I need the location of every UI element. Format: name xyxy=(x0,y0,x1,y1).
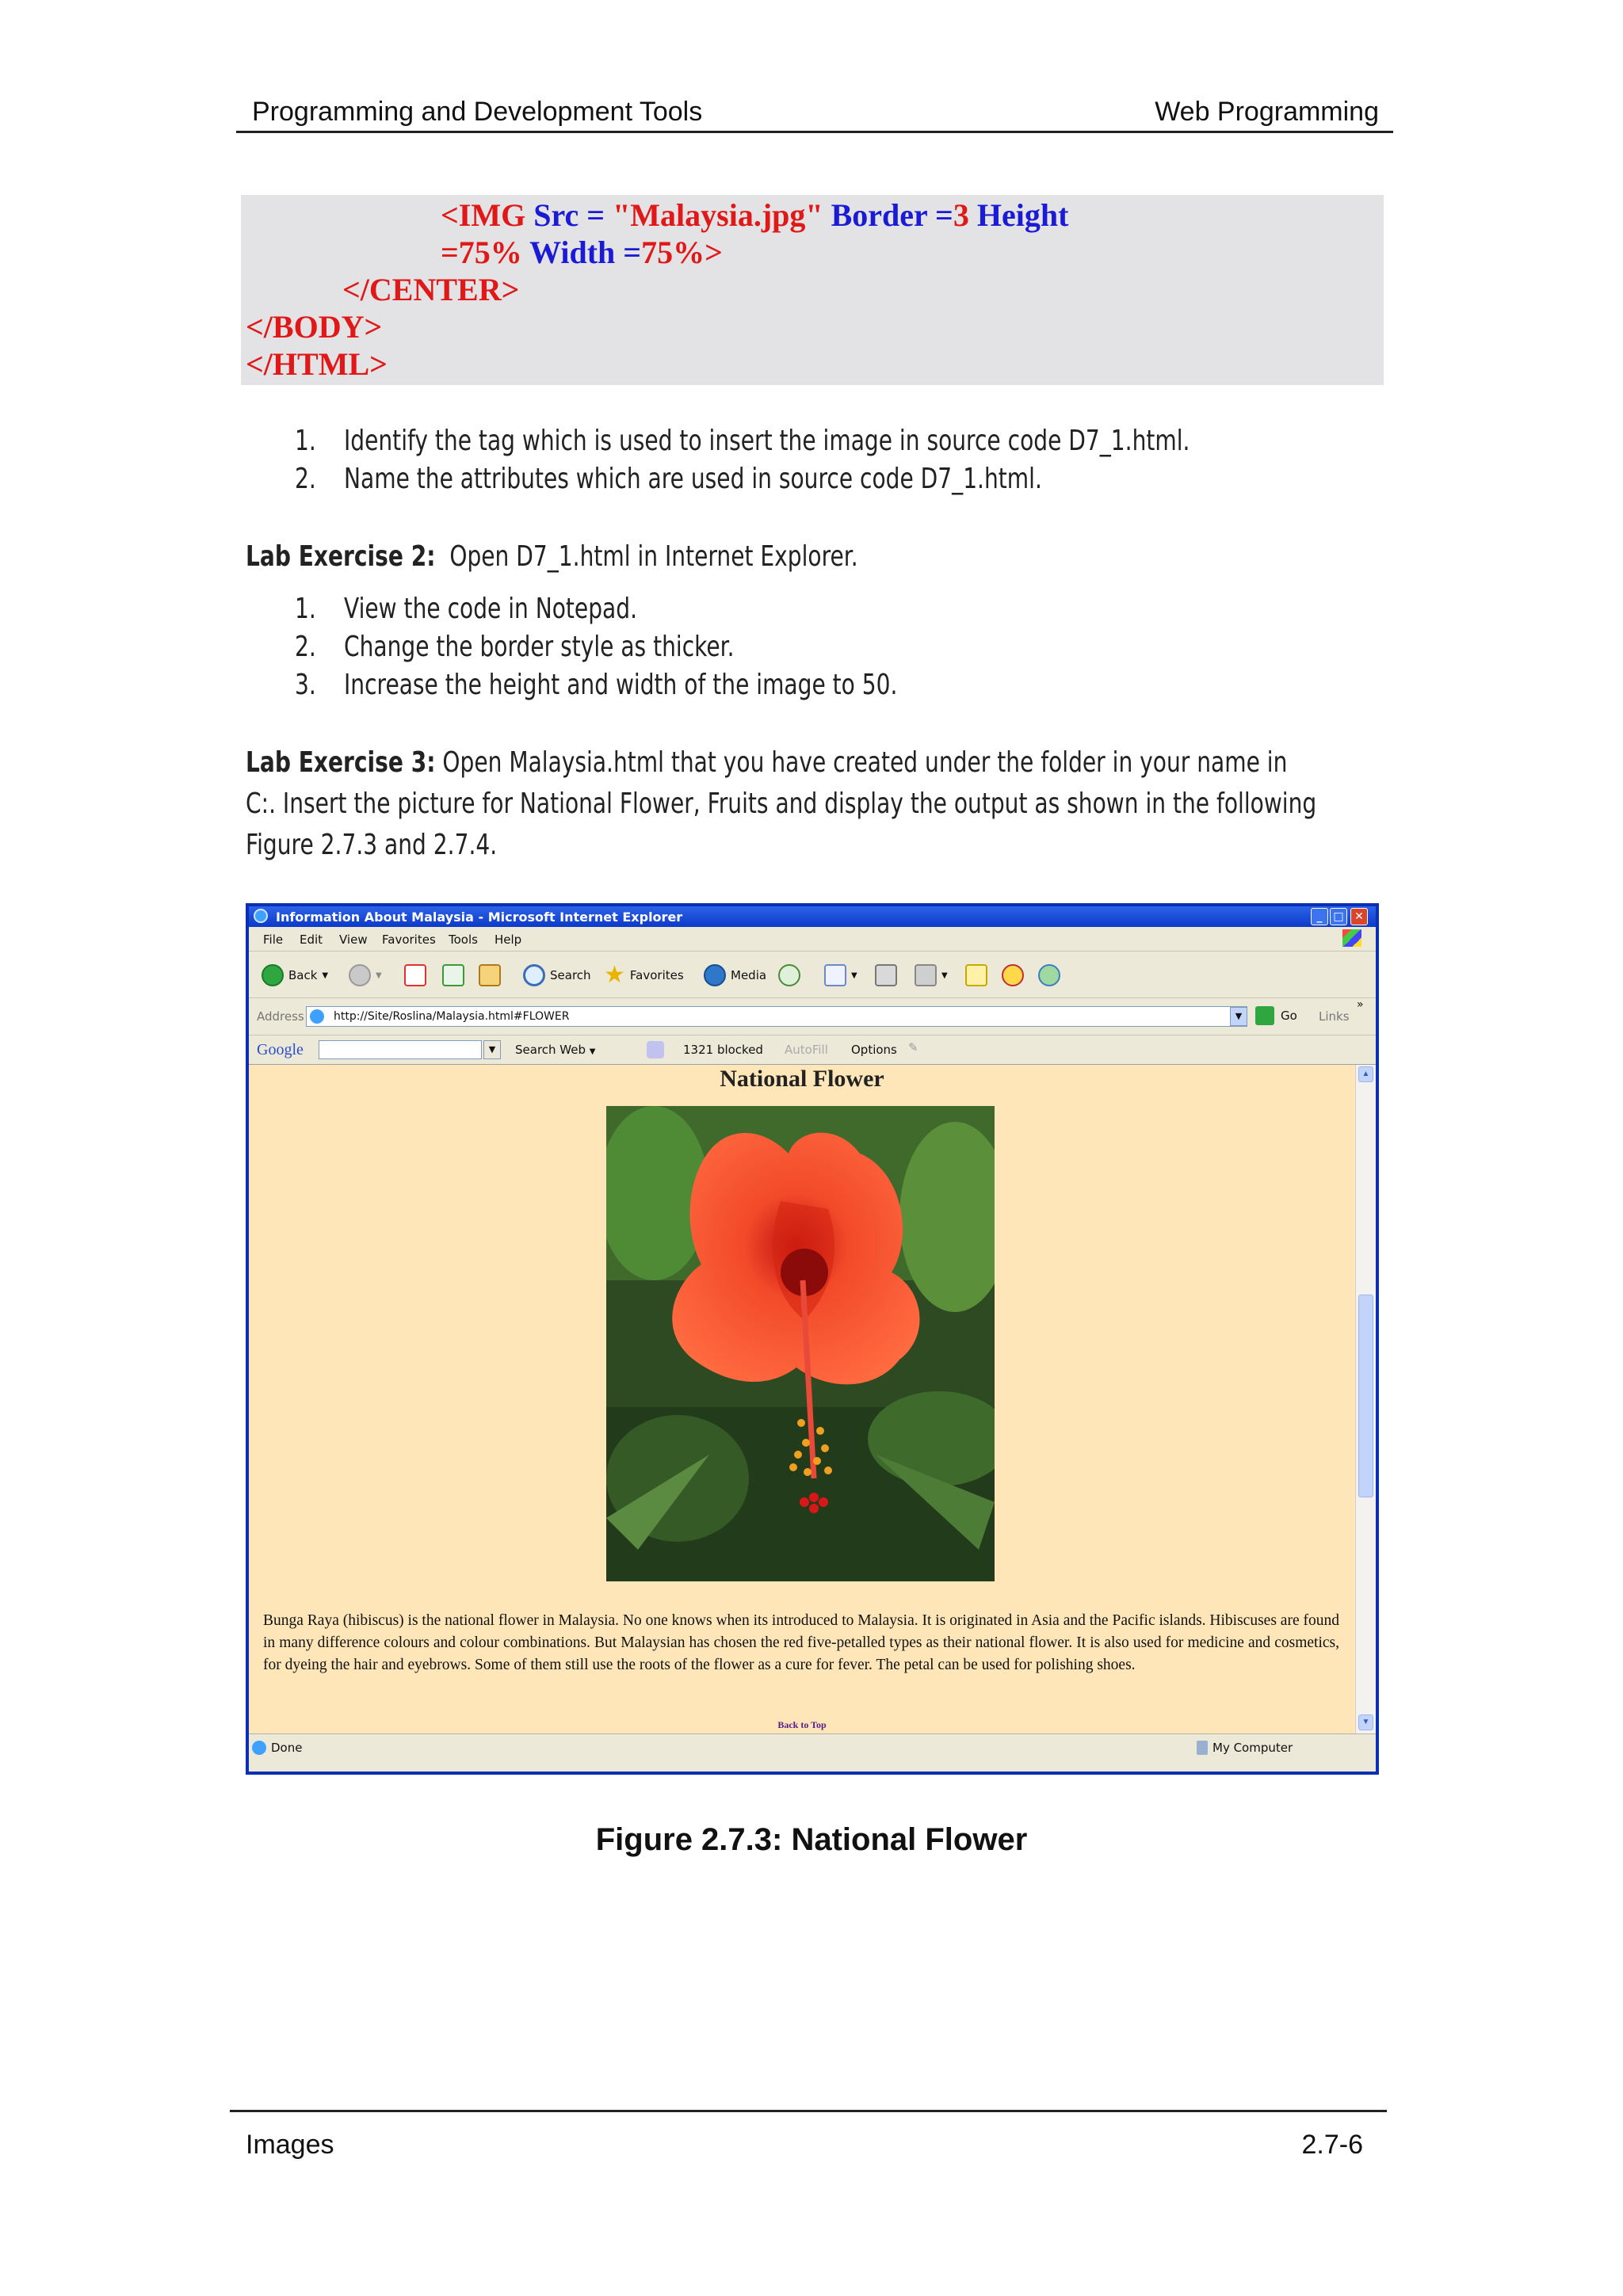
step-text: Increase the height and width of the image to 50. xyxy=(344,669,898,701)
vertical-scrollbar[interactable] xyxy=(1355,1065,1377,1733)
messenger-button[interactable] xyxy=(1002,964,1024,986)
code-line-4: </BODY> xyxy=(246,309,383,345)
browser-screenshot xyxy=(246,903,1379,1775)
stop-icon xyxy=(404,964,426,986)
menu-help[interactable]: Help xyxy=(495,933,522,947)
search-icon xyxy=(523,964,545,986)
menu-tools[interactable]: Tools xyxy=(449,933,478,947)
code-line-1: <IMG Src = "Malaysia.jpg" Border =3 Height xyxy=(441,197,1069,233)
smiley-icon xyxy=(1002,964,1024,986)
search-button[interactable]: Search xyxy=(523,964,591,986)
browser-titlebar xyxy=(249,906,1376,927)
forward-arrow-icon xyxy=(349,964,371,986)
code-line-5: </HTML> xyxy=(246,346,388,382)
step-number: 1. xyxy=(295,593,316,625)
maximize-icon[interactable]: □ xyxy=(1330,908,1347,925)
close-icon[interactable]: ✕ xyxy=(1350,908,1368,925)
google-logo[interactable]: Google xyxy=(257,1041,304,1058)
address-bar xyxy=(249,998,1376,1035)
scroll-up-icon[interactable]: ▲ xyxy=(1358,1066,1373,1082)
lab-exercise-3-line-2: C:. Insert the picture for National Flower, Fruits and display the output as shown in the following xyxy=(246,788,1317,820)
question-text: Identify the tag which is used to insert the image in source code D7_1.html. xyxy=(344,425,1190,457)
address-label: Address xyxy=(257,1009,304,1024)
menu-bar xyxy=(249,927,1376,952)
autofill-button[interactable]: AutoFill xyxy=(785,1043,828,1057)
links-label[interactable]: Links xyxy=(1319,1009,1350,1024)
lab-exercise-3-line-3: Figure 2.7.3 and 2.7.4. xyxy=(246,829,498,861)
step-text: View the code in Notepad. xyxy=(344,593,638,625)
address-input[interactable]: http://Site/Roslina/Malaysia.html#FLOWER xyxy=(306,1006,1247,1027)
zone-text: My Computer xyxy=(1212,1741,1293,1755)
code-line-2: =75% Width =75%> xyxy=(441,235,723,270)
hibiscus-photo xyxy=(606,1106,995,1581)
footer-rule xyxy=(230,2110,1387,2112)
star-icon: ★ xyxy=(604,961,625,989)
page-heading: National Flower xyxy=(720,1066,884,1092)
contacts-button[interactable] xyxy=(1038,964,1060,986)
people-icon xyxy=(1038,964,1060,986)
note-icon xyxy=(965,964,987,986)
back-arrow-icon xyxy=(262,964,284,986)
minimize-icon[interactable]: _ xyxy=(1311,908,1328,925)
figure-caption: Figure 2.7.3: National Flower xyxy=(595,1822,1028,1857)
scroll-thumb[interactable] xyxy=(1358,1295,1373,1497)
home-icon xyxy=(479,964,501,986)
google-dropdown-icon[interactable]: ▼ xyxy=(483,1040,501,1059)
refresh-icon xyxy=(442,964,464,986)
back-button[interactable]: Back ▼ xyxy=(262,964,328,986)
options-button[interactable]: Options xyxy=(851,1043,897,1057)
computer-icon xyxy=(1197,1741,1208,1755)
header-rule xyxy=(236,131,1393,133)
question-number: 2. xyxy=(295,463,316,495)
header-right: Web Programming xyxy=(1155,97,1379,127)
chevron-right-icon[interactable]: » xyxy=(1357,998,1364,1011)
popup-blocked-button[interactable]: 1321 blocked xyxy=(683,1043,763,1057)
lab-exercise-3: Lab Exercise 3: Open Malaysia.html that you have created under the folder in your name in xyxy=(246,746,1288,779)
home-button[interactable] xyxy=(479,964,501,986)
footer-left: Images xyxy=(246,2130,334,2160)
search-web-button[interactable]: Search Web ▼ xyxy=(515,1043,596,1057)
page-content xyxy=(249,1065,1355,1733)
stop-button[interactable] xyxy=(404,964,426,986)
menu-edit[interactable]: Edit xyxy=(300,933,323,947)
lab-exercise-2: Lab Exercise 2: Open D7_1.html in Internet Explorer. xyxy=(246,540,858,573)
google-search-input[interactable] xyxy=(319,1040,482,1059)
print-button[interactable] xyxy=(875,964,897,986)
code-line-3: </CENTER> xyxy=(342,272,520,307)
flower-description: Bunga Raya (hibiscus) is the national flower in Malaysia. No one knows when its introduced to Malaysia. It is originated in Asia and the Pacific islands. Hibiscuses are found in many difference colours and colour combinations. But Malaysian has chosen the red five-petalled types as their national flower. It is also used for medicine and cosmetics, for dyeing the hair and eyebrows. Some of them still use the roots of the flower as a cure for fever. The petal can be used for polishing shoes. xyxy=(263,1612,1339,1673)
history-icon xyxy=(778,964,800,986)
menu-view[interactable]: View xyxy=(339,933,368,947)
status-text: Done xyxy=(271,1741,303,1755)
history-button[interactable] xyxy=(778,964,800,986)
google-toolbar xyxy=(249,1035,1376,1065)
media-icon xyxy=(704,964,726,986)
menu-file[interactable]: File xyxy=(263,933,284,947)
scroll-down-icon[interactable]: ▼ xyxy=(1358,1714,1373,1730)
page-number: 2.7-6 xyxy=(1301,2130,1363,2160)
forward-button[interactable]: ▼ xyxy=(349,964,382,986)
back-to-top-link[interactable]: Back to Top xyxy=(777,1719,827,1730)
step-number: 2. xyxy=(295,631,316,663)
step-number: 3. xyxy=(295,669,316,701)
ie-icon xyxy=(254,909,268,923)
highlighter-icon[interactable]: ✎ xyxy=(908,1040,918,1055)
windows-flag-icon xyxy=(1342,929,1361,947)
ie-page-icon xyxy=(252,1741,266,1755)
pagerank-icon[interactable] xyxy=(647,1041,664,1058)
step-text: Change the border style as thicker. xyxy=(344,631,735,663)
edit-icon xyxy=(915,964,937,986)
print-icon xyxy=(875,964,897,986)
favorites-button[interactable]: ★ Favorites xyxy=(604,961,684,989)
status-bar xyxy=(249,1733,1376,1772)
discuss-button[interactable] xyxy=(965,964,987,986)
question-number: 1. xyxy=(295,425,316,457)
standard-toolbar xyxy=(249,952,1376,998)
mail-button[interactable]: ▼ xyxy=(824,964,857,986)
address-dropdown-icon[interactable]: ▼ xyxy=(1230,1007,1247,1026)
page-icon xyxy=(310,1009,324,1024)
browser-title: Information About Malaysia - Microsoft Internet Explorer xyxy=(276,910,683,925)
menu-favorites[interactable]: Favorites xyxy=(382,933,436,947)
edit-button[interactable]: ▼ xyxy=(915,964,948,986)
header-left: Programming and Development Tools xyxy=(252,97,703,127)
refresh-button[interactable] xyxy=(442,964,464,986)
media-button[interactable]: Media xyxy=(704,964,766,986)
mail-icon xyxy=(824,964,846,986)
question-text: Name the attributes which are used in source code D7_1.html. xyxy=(344,463,1042,495)
go-arrow-icon xyxy=(1255,1006,1274,1025)
go-button[interactable]: Go xyxy=(1255,1006,1297,1025)
